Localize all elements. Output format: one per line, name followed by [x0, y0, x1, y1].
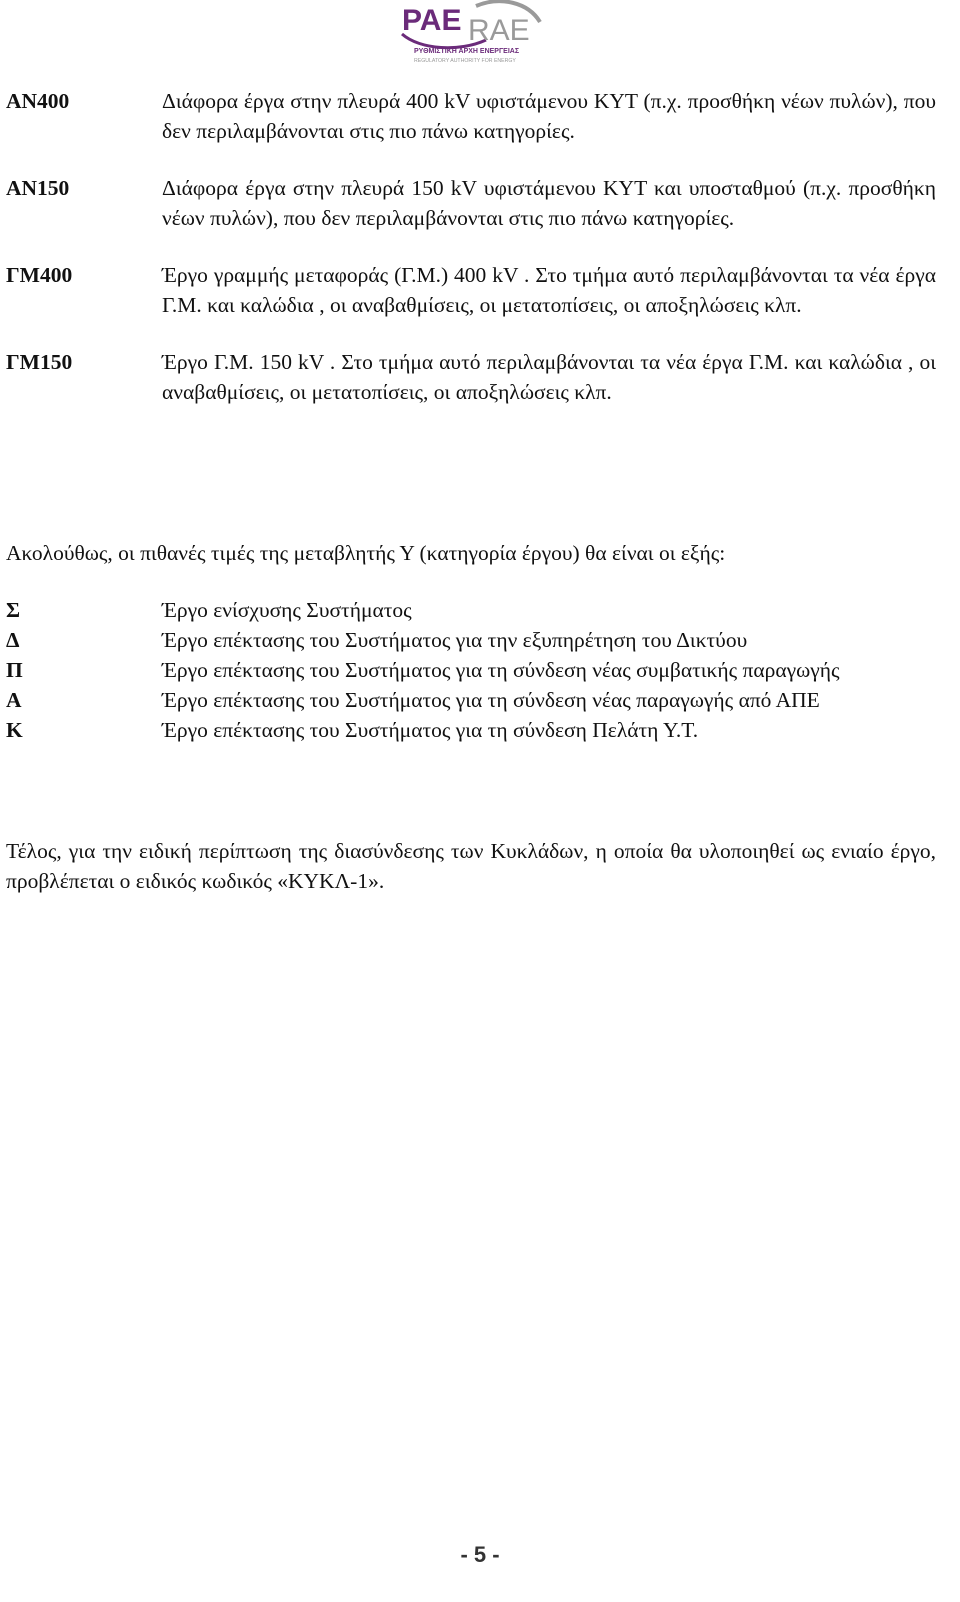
- definition-code: ΑΝ400: [6, 89, 70, 113]
- definition-code: ΑΝ150: [6, 176, 70, 200]
- definitions-list: [6, 86, 936, 434]
- categories-list: [6, 595, 936, 745]
- category-row: [6, 655, 936, 685]
- category-code: Δ: [6, 628, 20, 652]
- definition-code: ΓΜ400: [6, 263, 73, 287]
- category-row: [6, 625, 936, 655]
- definition-row: [6, 347, 936, 407]
- category-code: Σ: [6, 598, 21, 622]
- definition-text: Διάφορα έργα στην πλευρά 400 kV υφιστάμενου ΚΥΤ (π.χ. προσθήκη νέων πυλών), που δεν περιλαμβάνονται στις πιο πάνω κατηγορίες.: [162, 89, 936, 143]
- definition-code: ΓΜ150: [6, 350, 73, 374]
- category-row: [6, 715, 936, 745]
- category-row: [6, 595, 936, 625]
- logo-text-latin: RAE: [468, 14, 530, 47]
- definition-text: Έργο γραμμής μεταφοράς (Γ.Μ.) 400 kV . Στο τμήμα αυτό περιλαμβάνονται τα νέα έργα Γ.Μ. και καλώδια , οι αναβαθμίσεις, οι μετατοπίσεις, οι αποξηλώσεις κλπ.: [162, 263, 936, 317]
- category-code: Κ: [6, 718, 23, 742]
- page-number: - 5 -: [460, 1542, 500, 1567]
- category-text: Έργο επέκτασης του Συστήματος για τη σύνδεση νέας συμβατικής παραγωγής: [162, 658, 840, 682]
- category-row: [6, 685, 936, 715]
- logo-text-greek: ΡΑΕ: [402, 4, 462, 37]
- category-text: Έργο επέκτασης του Συστήματος για την εξυπηρέτηση του Δικτύου: [162, 628, 748, 652]
- logo-tagline-greek: ΡΥΘΜΙΣΤΙΚΗ ΑΡΧΗ ΕΝΕΡΓΕΙΑΣ: [414, 48, 520, 55]
- definition-text: Διάφορα έργα στην πλευρά 150 kV υφιστάμενου ΚΥΤ και υποσταθμού (π.χ. προσθήκη νέων πυλών), που δεν περιλαμβάνονται στις πιο πάνω κατηγορίες.: [162, 176, 936, 230]
- definition-text: Έργο Γ.Μ. 150 kV . Στο τμήμα αυτό περιλαμβάνονται τα νέα έργα Γ.Μ. και καλώδια , οι αναβαθμίσεις, οι μετατοπίσεις, οι αποξηλώσεις κλπ.: [162, 350, 936, 404]
- logo-tagline-english: REGULATORY AUTHORITY FOR ENERGY: [414, 58, 516, 64]
- category-code: Α: [6, 688, 22, 712]
- definition-row: [6, 260, 936, 320]
- rae-logo-graphic: [400, 0, 550, 68]
- intro-paragraph: Ακολούθως, οι πιθανές τιμές της μεταβλητής Υ (κατηγορία έργου) θα είναι οι εξής:: [6, 541, 726, 565]
- category-code: Π: [6, 658, 23, 682]
- category-text: Έργο επέκτασης του Συστήματος για τη σύνδεση νέας παραγωγής από ΑΠΕ: [162, 688, 820, 712]
- definition-row: [6, 86, 936, 146]
- closing-paragraph: Τέλος, για την ειδική περίπτωση της διασύνδεσης των Κυκλάδων, η οποία θα υλοποιηθεί ως ενιαίο έργο, προβλέπεται ο ειδικός κωδικός «ΚΥΚΛ-1».: [6, 839, 936, 893]
- rae-logo: [400, 0, 550, 68]
- definition-row: [6, 173, 936, 233]
- category-text: Έργο επέκτασης του Συστήματος για τη σύνδεση Πελάτη Υ.Τ.: [162, 718, 699, 742]
- category-text: Έργο ενίσχυσης Συστήματος: [162, 598, 412, 622]
